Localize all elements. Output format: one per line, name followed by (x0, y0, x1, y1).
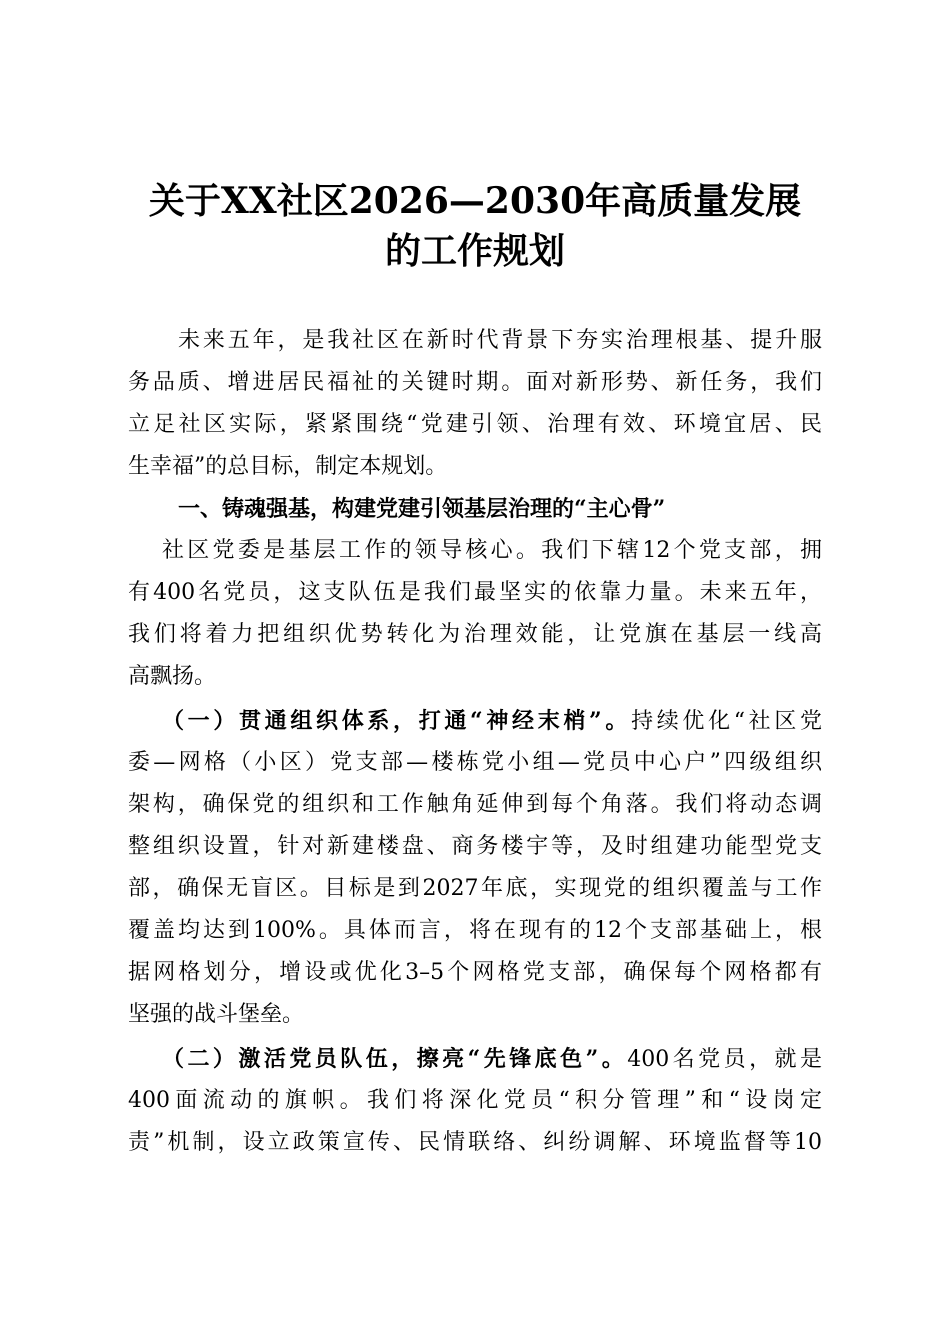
document-title (100, 176, 850, 276)
text-line: 架构，确保党的组织和工作触角延伸到每个角落。我们将动态调 (128, 792, 822, 817)
subsection-1 (128, 700, 822, 1036)
intro-paragraph (128, 320, 822, 488)
text-line: 责”机制，设立政策宣传、民情联络、纠纷调解、环境监督等10 (128, 1130, 822, 1155)
text-line: 未来五年，是我社区在新时代背景下夯实治理根基、提升服 (178, 328, 822, 353)
text-line: 务品质、增进居民福祉的关键时期。面对新形势、新任务，我们 (128, 370, 822, 395)
section-heading: 一、铸魂强基，构建党建引领基层治理的“主心骨” (178, 496, 666, 522)
text-line: 整组织设置，针对新建楼盘、商务楼宇等，及时组建功能型党支 (128, 834, 822, 859)
document-body (128, 320, 822, 1164)
title-line-1: 关于XX社区2026—2030年高质量发展 (148, 180, 802, 222)
text-line: 覆盖均达到100%。具体而言，将在现有的12个支部基础上，根 (128, 918, 822, 943)
text-line: 坚强的战斗堡垒。 (128, 1002, 305, 1027)
text-line: 有400名党员，这支队伍是我们最坚实的依靠力量。未来五年， (128, 580, 822, 605)
section-paragraph (128, 530, 822, 698)
subsection-first-line (128, 1038, 822, 1080)
text-line: 委—网格（小区）党支部—楼栋党小组—党员中心户”四级组织 (128, 750, 822, 775)
subsection-lead: （二）激活党员队伍，擦亮“先锋底色”。 (162, 1046, 628, 1072)
text-line: 生幸福”的总目标，制定本规划。 (128, 454, 448, 479)
text-span: 400名党员，就是 (627, 1047, 822, 1072)
text-line: 社区党委是基层工作的领导核心。我们下辖12个党支部，拥 (162, 538, 822, 563)
text-line: 我们将着力把组织优势转化为治理效能，让党旗在基层一线高 (128, 622, 822, 647)
text-line: 高飘扬。 (128, 664, 217, 689)
text-line: 据网格划分，增设或优化3–5个网格党支部，确保每个网格都有 (128, 960, 822, 985)
text-span: 持续优化“社区党 (631, 709, 823, 734)
subsection-2 (128, 1038, 822, 1164)
subsection-lead: （一）贯通组织体系，打通“神经末梢”。 (162, 708, 632, 734)
title-line-2: 的工作规划 (384, 230, 565, 272)
subsection-first-line (128, 700, 822, 742)
text-line: 部，确保无盲区。目标是到2027年底，实现党的组织覆盖与工作 (128, 876, 822, 901)
text-line: 400面流动的旗帜。我们将深化党员“积分管理”和“设岗定 (128, 1088, 822, 1113)
text-line: 立足社区实际，紧紧围绕“党建引领、治理有效、环境宜居、民 (128, 412, 822, 437)
